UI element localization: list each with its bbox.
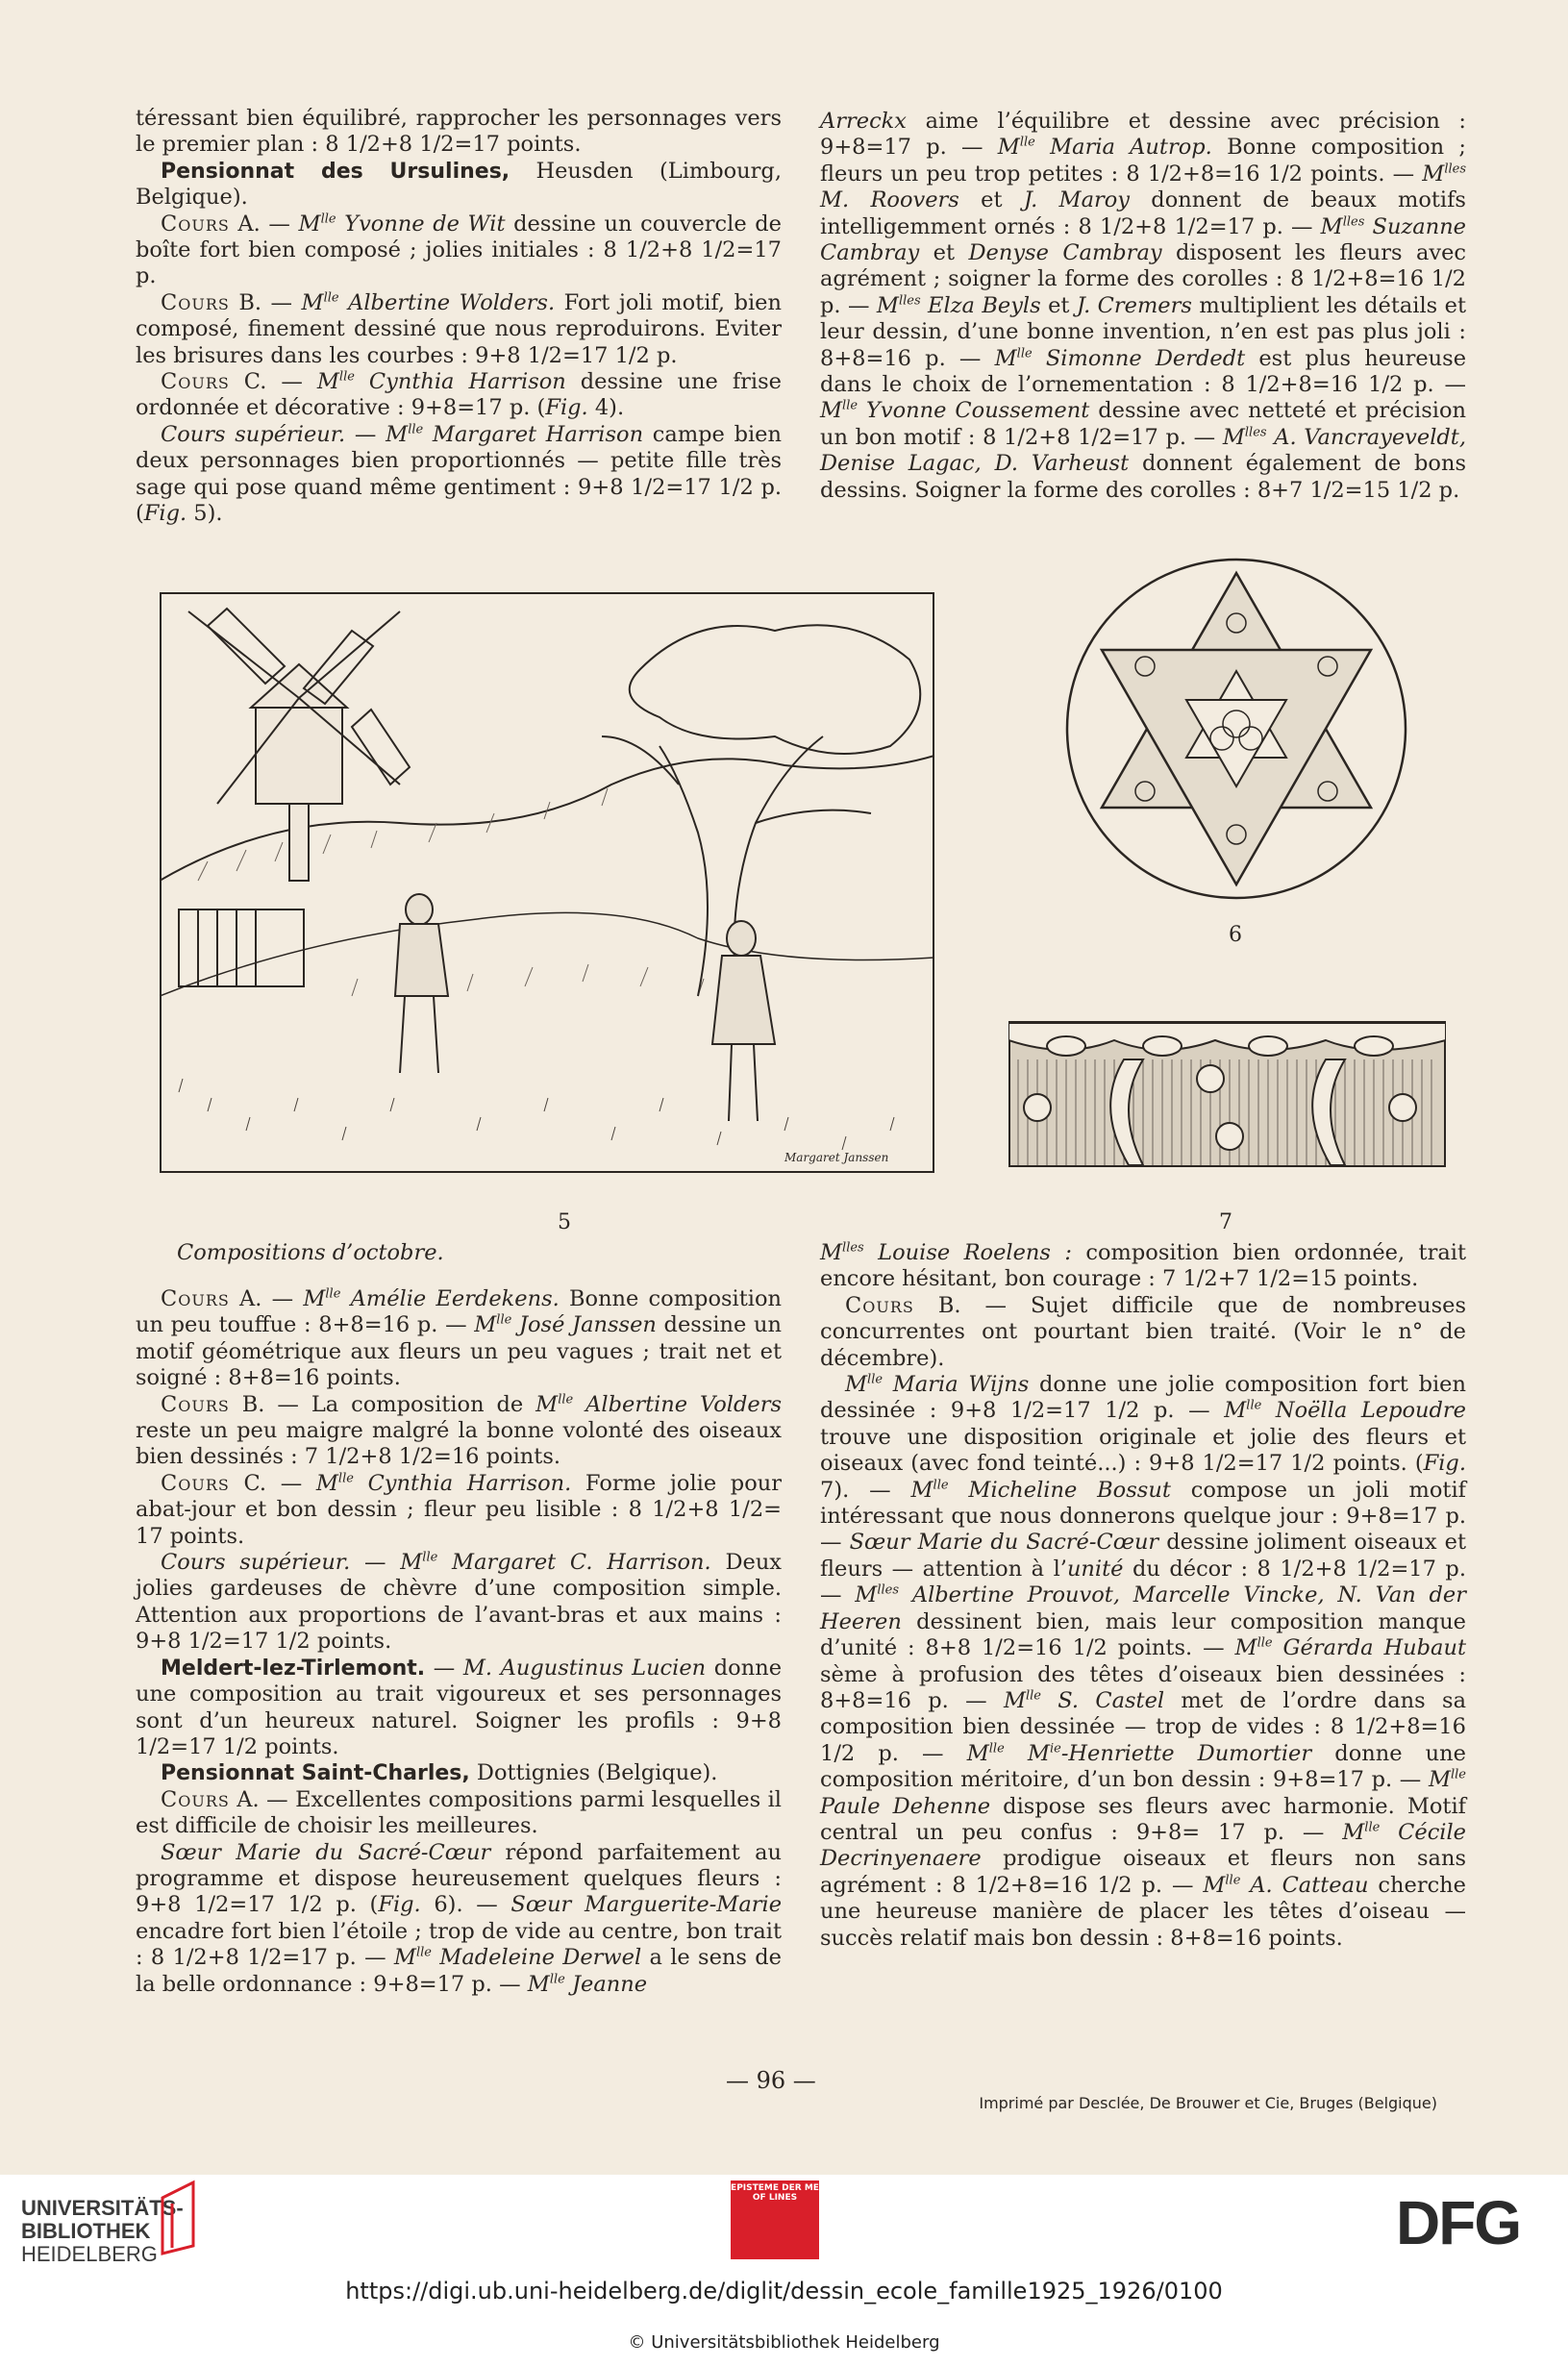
figures-caption: Compositions d’octobre. (177, 1240, 444, 1265)
dfg-logo[interactable]: DFG (1396, 2188, 1521, 2257)
col3-paragraph-2: Cours C. — $M^{lle}$ Cynthia Harrison. Forme jolie pour abat-jour et bon dessin ; fleur peu lisible : 8 1/2+8 1/2= 17 points. (136, 1470, 782, 1549)
col1-paragraph-5: Cours supérieur. — $M^{lle}$ Margaret Harrison campe bien deux personnages bien proportionnés — petite fille très sage qui pose quand même gentiment : 9+8 1/2=17 1/2 p. (Fig. 5). (136, 421, 782, 527)
col3-paragraph-0: Cours A. — $M^{lle}$ Amélie Eerdekens. Bonne composition un peu touffue : 8+8=16 p. — $M^{lle}$ José Janssen dessine un motif géométrique aux fleurs un peu vagues ; trait net et soigné : 8+8=16 points. (136, 1286, 783, 1391)
figure-6-number: 6 (1229, 923, 1242, 947)
copyright-notice: © Universitätsbibliothek Heidelberg (628, 2332, 940, 2353)
permalink-url[interactable]: https://digi.ub.uni-heidelberg.de/diglit/dessin_ecole_famille1925_1926/0100 (345, 2278, 1223, 2305)
page-number: — 96 — (726, 2067, 816, 2094)
col3-paragraph-3: Cours supérieur. — $M^{lle}$ Margaret C. Harrison. Deux jolies gardeuses de chèvre d’une composition simple. Attention aux proportions de l’avant-bras et aux mains : 9+8 1/2=17 1/2 points. (136, 1550, 782, 1655)
printer-imprint: Imprimé par Desclée, De Brouwer et Cie, Bruges (Belgique) (979, 2094, 1437, 2112)
figure-6-star-drawing (1063, 556, 1409, 906)
ub-heidelberg-wordmark[interactable] (21, 2197, 233, 2266)
text-column-bottom-right (820, 1240, 1466, 1952)
col4-paragraph-2: $M^{lle}$ Maria Wijns donne une jolie composition fort bien dessinée : 9+8 1/2=17 1/2 p. — $M^{lle}$ Noëlla Lepoudre trouve une disposition originale et jolie des fleurs et oiseaux (avec fond teinté...) : 9+8 1/2=17 1/2 points. (Fig. 7). — $M^{lle}$ Micheline Bossut compose un joli motif intéressant que nous donnerons quelque jour : 9+8=17 p. — Sœur Marie du Sacré-Cœur dessine joliment oiseaux et fleurs — attention à l’unité du décor : 8 1/2+8 1/2=17 p. — $M^{lles}$ Albertine Prouvot, Marcelle Vincke, N. Van der Heeren dessinent bien, mais leur composition manque d’unité : 8+8 1/2=16 1/2 points. — $M^{lle}$ Gérarda Hubaut sème à profusion des têtes d’oiseaux bien dessinées : 8+8=16 p. — $M^{lle}$ S. Castel met de l’ordre dans sa composition bien dessinée — trop de vides : 8 1/2+8=16 1/2 p. — $M^{lle}$ $M^{ie}$-Henriette Dumortier donne une composition méritoire, d’un bon dessin : 9+8=17 p. — $M^{lle}$ Paule Dehenne dispose ses fleurs avec harmonie. Motif central un peu confus : 9+8= 17 p. — $M^{lle}$ Cécile Decrinyenaere prodigue oiseaux et fleurs non sans agrément : 8 1/2+8=16 1/2 p. — $M^{lle}$ A. Catteau cherche une heureuse manière de placer les têtes d’oiseau — succès relatif mais bon dessin : 8+8=16 points. (820, 1372, 1466, 1951)
figure-5-windmill-drawing (160, 592, 934, 1177)
ub-line-1: UNIVERSITÄTS- (21, 2196, 184, 2220)
col3-paragraph-6: Cours A. — Excellentes compositions parmi lesquelles il est difficile de choisir les meilleures. (136, 1786, 782, 1839)
ub-line-2: BIBLIOTHEK (21, 2219, 151, 2243)
col3-paragraph-7: Sœur Marie du Sacré-Cœur répond parfaitement au programme et dispose heureusement quelques fleurs : 9+8 1/2=17 1/2 p. (Fig. 6). — Sœur Marguerite-Marie encadre fort bien l’étoile ; trop de vide au centre, bon trait : 8 1/2+8 1/2=17 p. — $M^{lle}$ Madeleine Derwel a le sens de la belle ordonnance : 9+8=17 p. — $M^{lle}$ Jeanne (136, 1839, 783, 1997)
col2-paragraph-0: Arreckx aime l’équilibre et dessine avec précision : 9+8=17 p. — $M^{lle}$ Maria Autrop. Bonne composition ; fleurs un peu trop petites : 8 1/2+8=16 1/2 points. — $M^{lles}$ M. Roovers et J. Maroy donnent de beaux motifs intelligemment ornés : 8 1/2+8 1/2=17 p. — $M^{lles}$ Suzanne Cambray et Denyse Cambray disposent les fleurs avec agrément ; soigner la forme des corolles : 8 1/2+8=16 1/2 p. — $M^{lles}$ Elza Beyls et J. Cremers multiplient les détails et leur dessin, d’une bonne invention, n’en est pas plus joli : 8+8=16 p. — $M^{lle}$ Simonne Derdedt est plus heureuse dans le choix de l’ornementation : 8 1/2+8=16 1/2 p. — $M^{lle}$ Yvonne Coussement dessine avec netteté et précision un bon motif : 8 1/2+8 1/2=17 p. — $M^{lles}$ A. Vancrayeveldt, Denise Lagac, D. Varheust donnent également de bons dessins. Soigner la forme des corolles : 8+7 1/2=15 1/2 p. (820, 109, 1467, 503)
col1-paragraph-3: Cours B. — $M^{lle}$ Albertine Wolders. Fort joli motif, bien composé, finement dessiné que nous reproduirons. Eviter les brisures dans les courbes : 9+8 1/2=17 1/2 p. (136, 289, 782, 368)
col3-paragraph-4: Meldert-lez-Tirlemont. — M. Augustinus Lucien donne une composition au trait vigoureux et ses personnages sont d’un heureux naturel. Soigner les profils : 9+8 1/2=17 1/2 points. (136, 1655, 783, 1759)
col3-paragraph-5: Pensionnat Saint-Charles, Dottignies (Belgique). (161, 1760, 718, 1786)
figure-5-signature: Margaret Janssen (784, 1151, 889, 1164)
text-column-top-right (820, 109, 1466, 504)
col1-paragraph-2: Cours A. — $M^{lle}$ Yvonne de Wit dessine un couvercle de boîte fort bien composé ; jolies initiales : 8 1/2+8 1/2=17 p. (136, 211, 782, 289)
text-column-bottom-left (136, 1286, 782, 1998)
text-column-top-left (136, 106, 782, 528)
figure-7-bird-frieze-drawing (1008, 1021, 1446, 1171)
col4-paragraph-1: Cours B. — Sujet difficile que de nombreuses concurrentes ont pourtant bien traité. (Voir le n° de décembre). (820, 1292, 1466, 1371)
figure-5-number: 5 (558, 1210, 571, 1234)
col1-paragraph-4: Cours C. — $M^{lle}$ Cynthia Harrison dessine une frise ordonnée et décorative : 9+8=17 p. (Fig. 4). (136, 369, 782, 421)
col1-paragraph-1: Pensionnat des Ursulines, Heusden (Limbourg, Belgique). (136, 158, 782, 211)
col4-paragraph-0: $M^{lles}$ Louise Roelens : composition bien ordonnée, trait encore hésitant, bon courage : 7 1/2+7 1/2=15 points. (820, 1240, 1466, 1292)
ub-line-3: HEIDELBERG (21, 2242, 158, 2266)
ub-heidelberg-logo-icon (159, 2179, 197, 2261)
episteme-logo-text: EPISTEME DER ME OF LINES (731, 2183, 819, 2203)
col3-paragraph-1: Cours B. — La composition de $M^{lle}$ Albertine Volders reste un peu maigre malgré la bonne volonté des oiseaux bien dessinés : 7 1/2+8 1/2=16 points. (136, 1391, 782, 1470)
col1-paragraph-0: téressant bien équilibré, rapprocher les personnages vers le premier plan : 8 1/2+8 1/2=17 points. (136, 106, 782, 158)
figure-7-number: 7 (1219, 1210, 1232, 1234)
